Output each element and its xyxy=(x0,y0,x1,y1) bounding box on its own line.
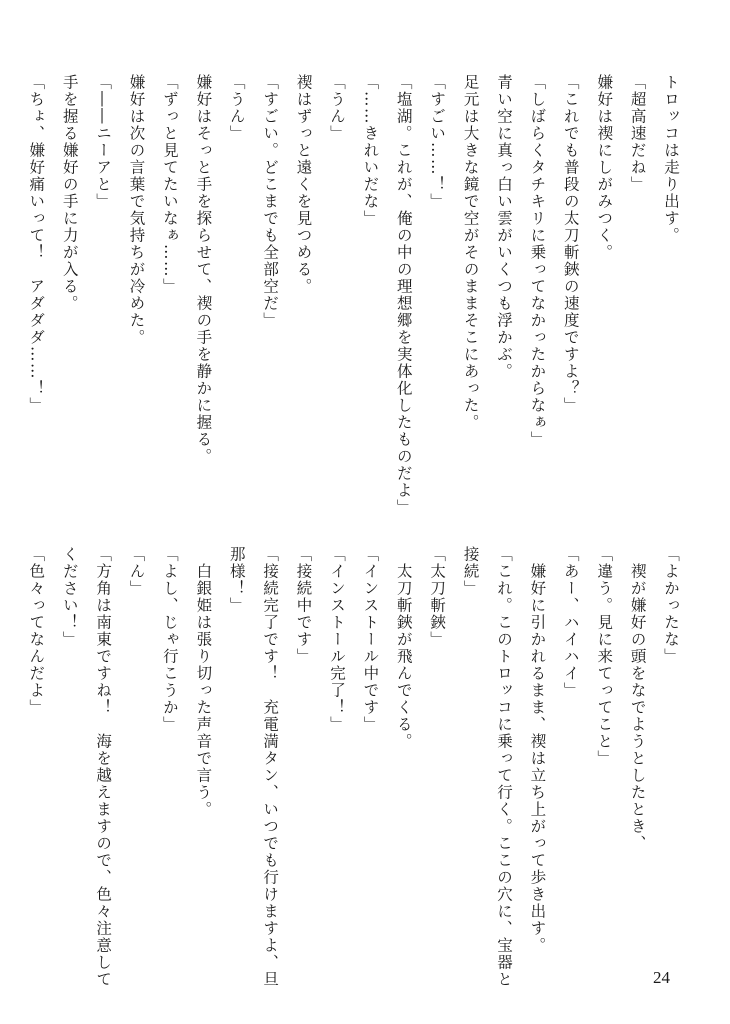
text-line: 「太刀斬鋏」 xyxy=(428,546,447,648)
text-line: 「うん」 xyxy=(227,74,246,142)
text-line: 「うん」 xyxy=(327,74,346,142)
text-line: 「すごい……！」 xyxy=(428,74,447,210)
text-line: 「インストール完了！」 xyxy=(327,546,346,733)
text-line: ください！」 xyxy=(60,546,79,648)
text-line: 「よかったな」 xyxy=(662,546,680,665)
text-line: 「塩湖。これが、俺の中の理想郷を実体化したものだよ」 xyxy=(394,74,413,516)
page-number: 24 xyxy=(653,968,670,987)
text-line: 太刀斬鋏が飛んでくる。 xyxy=(394,546,413,750)
text-line: 「ずっと見てたいなぁ……」 xyxy=(160,74,179,295)
text-line: 「これ。このトロッコに乗って行く。ここの穴に、宝器と xyxy=(494,546,513,988)
text-line: 「――ニーアと」 xyxy=(94,74,113,210)
text-line: 那様！」 xyxy=(227,546,246,614)
text-line: 嫌好に引かれるまま、禊は立ち上がって歩き出す。 xyxy=(528,546,547,954)
text-line: 「しばらくタチキリに乗ってなかったからなぁ」 xyxy=(528,74,547,448)
text-line: 足元は大きな鏡で空がそのままそこにあった。 xyxy=(461,74,480,431)
text-line: 接続」 xyxy=(461,546,480,597)
text-line: 「違う。見に来てってこと」 xyxy=(595,546,614,767)
text-line: 「インストール中です」 xyxy=(361,546,380,733)
text-line: 「色々ってなんだよ」 xyxy=(27,546,46,716)
text-line: 「接続中です」 xyxy=(294,546,313,665)
text-line: 「よし、じゃ行こうか」 xyxy=(160,546,179,733)
text-line: 「ん」 xyxy=(127,546,146,597)
text-line: 「……きれいだな」 xyxy=(361,74,380,227)
text-line: 嫌好は次の言葉で気持ちが冷めた。 xyxy=(127,74,146,346)
text-line: トロッコは走り出す。 xyxy=(662,74,680,244)
text-line: 「これでも普段の太刀斬鋏の速度ですよ？」 xyxy=(561,74,580,414)
text-line: 「あー、ハイハイ」 xyxy=(561,546,580,699)
text-line: 禊はずっと遠くを見つめる。 xyxy=(294,74,313,295)
text-line: 青い空に真っ白い雲がいくつも浮かぶ。 xyxy=(494,74,513,380)
text-line: 嫌好は禊にしがみつく。 xyxy=(595,74,614,261)
text-line: 「超高速だね」 xyxy=(628,74,647,193)
text-line: 「ちょ、嫌好痛いって！ アダダダ……！」 xyxy=(27,74,46,414)
text-line: 白銀姫は張り切った声音で言う。 xyxy=(194,546,213,818)
text-line: 嫌好はそっと手を探らせて、禊の手を静かに握る。 xyxy=(194,74,213,465)
text-line: 「すごい。どこまでも全部空だ」 xyxy=(261,74,280,329)
text-line: 「方角は南東ですね！ 海を越えますので、色々注意して xyxy=(94,546,113,988)
text-line: 禊が嫌好の頭をなでようとしたとき、 xyxy=(628,546,647,852)
text-block-upper xyxy=(19,74,687,514)
text-line: 手を握る嫌好の手に力が入る。 xyxy=(60,74,79,312)
text-line: 「接続完了です！ 充電満タン、いつでも行けますよ、旦 xyxy=(261,546,280,988)
